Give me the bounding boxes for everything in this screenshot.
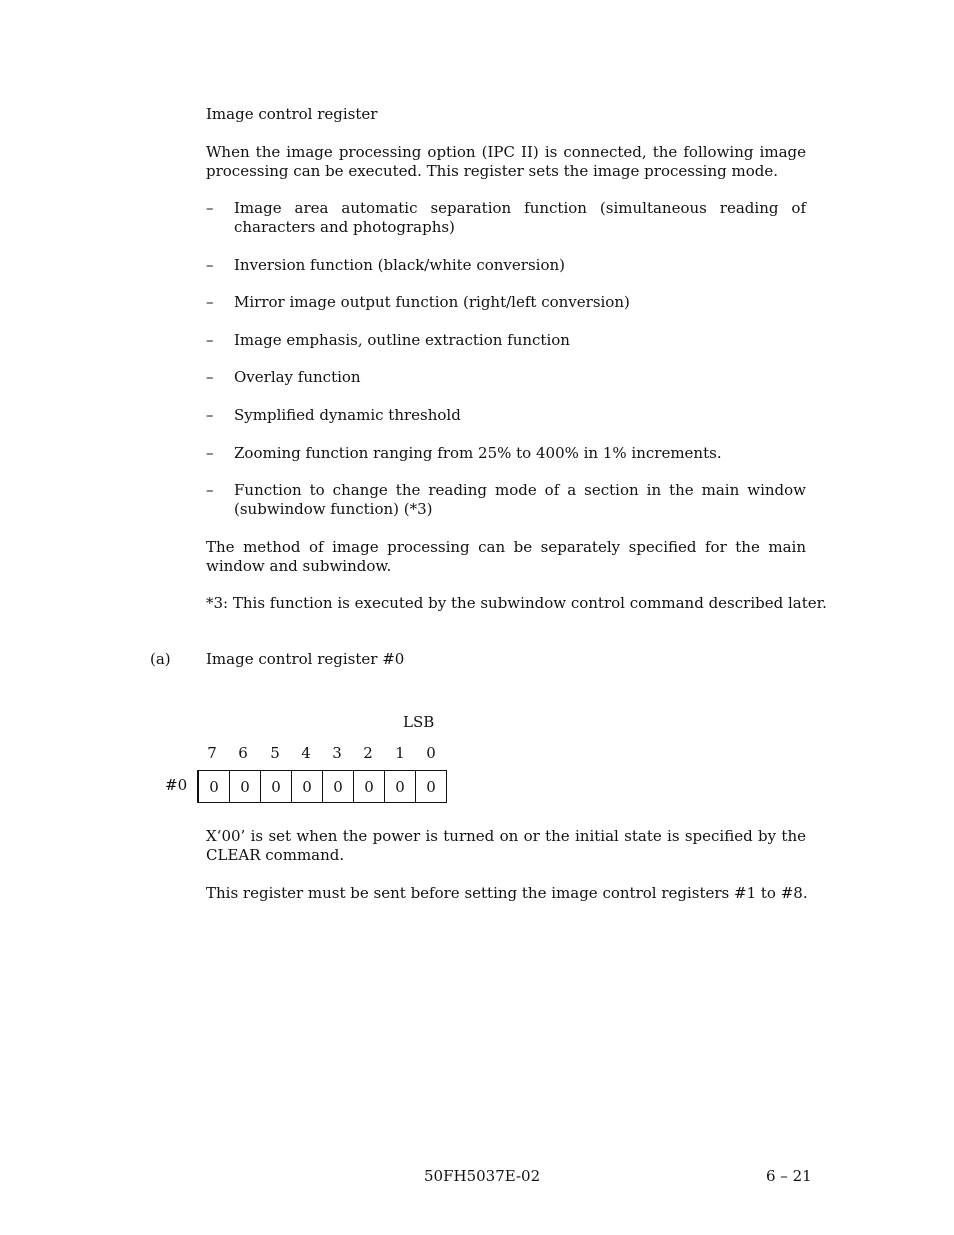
- section-heading: Image control register: [206, 105, 378, 123]
- footnote: *3: This function is executed by the subwindow control command described later.: [206, 594, 827, 612]
- bullet-marker: –: [206, 444, 214, 462]
- bit-cell: 0: [416, 771, 447, 803]
- page-number: 6 – 21: [766, 1167, 812, 1185]
- bit-number: 6: [238, 744, 248, 762]
- bit-cell: 0: [292, 771, 323, 803]
- list-item: Inversion function (black/white conversion): [234, 256, 565, 274]
- doc-number: 50FH5037E-02: [424, 1167, 541, 1185]
- bit-number: 1: [395, 744, 405, 762]
- section-title: Image control register #0: [206, 650, 405, 668]
- bullet-marker: –: [206, 406, 214, 424]
- bit-number: 0: [426, 744, 436, 762]
- bit-cell: 0: [385, 771, 416, 803]
- bit-cell: 0: [230, 771, 261, 803]
- bullet-marker: –: [206, 331, 214, 349]
- list-item: Image area automatic separation function (simultaneous reading of characters and photographs): [234, 199, 806, 236]
- lsb-label: LSB: [403, 713, 435, 731]
- section-label: (a): [150, 650, 171, 668]
- bullet-marker: –: [206, 256, 214, 274]
- bit-cell: 0: [198, 771, 230, 803]
- bit-number: 3: [332, 744, 342, 762]
- list-item: Overlay function: [234, 368, 361, 386]
- list-item: Mirror image output function (right/left conversion): [234, 293, 630, 311]
- method-note: The method of image processing can be separately specified for the main window and subwindow.: [206, 538, 806, 575]
- table-row: [198, 771, 447, 803]
- bullet-marker: –: [206, 199, 214, 217]
- bit-number: 4: [301, 744, 311, 762]
- initial-state-note: X‘00’ is set when the power is turned on or the initial state is specified by the CLEAR command.: [206, 827, 806, 864]
- register-row-label: #0: [165, 776, 188, 794]
- register-bit-table: [197, 770, 447, 803]
- list-item: Image emphasis, outline extraction function: [234, 331, 570, 349]
- list-item: Zooming function ranging from 25% to 400% in 1% increments.: [234, 444, 722, 462]
- order-note: This register must be sent before setting the image control registers #1 to #8.: [206, 884, 808, 902]
- bit-number: 2: [363, 744, 373, 762]
- bullet-marker: –: [206, 293, 214, 311]
- bit-cell: 0: [354, 771, 385, 803]
- bit-cell: 0: [261, 771, 292, 803]
- bit-number: 5: [270, 744, 280, 762]
- bit-cell: 0: [323, 771, 354, 803]
- list-item: Symplified dynamic threshold: [234, 406, 461, 424]
- bullet-marker: –: [206, 368, 214, 386]
- bullet-marker: –: [206, 481, 214, 499]
- intro-paragraph: When the image processing option (IPC II) is connected, the following image processing can be executed. This register sets the image processing mode.: [206, 143, 806, 180]
- bit-number: 7: [207, 744, 217, 762]
- list-item: Function to change the reading mode of a section in the main window (subwindow function) (*3): [234, 481, 806, 518]
